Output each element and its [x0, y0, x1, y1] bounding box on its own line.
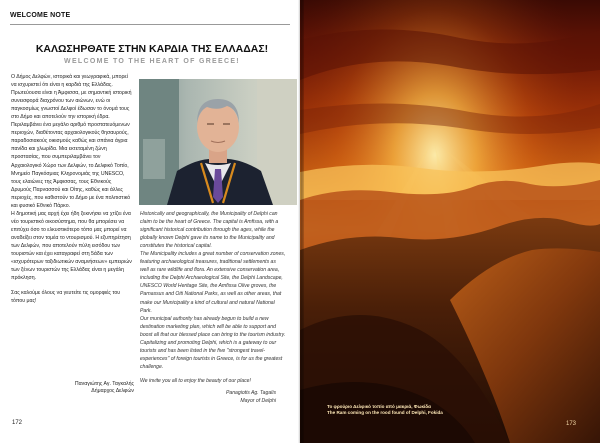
caption-english: The Ram coming on the rood found of Delphi, Fokida [327, 410, 443, 416]
greek-paragraph: Ο Δήμος Δελφών, ιστορικά και γεωγραφικά, μπορεί να ισχυριστεί ότι είναι η καρδιά της Ελλάδας. Πρωτεύουσα είναι η Άμφισσα, με σημαντική ιστορική συνεισφορά διαχρόνου των αιώνων, ενώ οι παγκοσμίως γνωστοί Δελφοί έδωσαν το όνομά τους στο Δήμο και αποτελούν την ιστορική έδρα. [11, 74, 132, 121]
page-fold-shadow [298, 0, 304, 443]
english-signature [150, 389, 276, 405]
mayor-portrait-illustration [139, 79, 297, 205]
section-label: WELCOME NOTE [10, 12, 71, 19]
caption-greek: Το φρούριο Δελφικό τοπίο από μακριά, Φωκίδα [327, 404, 431, 409]
english-paragraph: The Municipality includes a great number of conservation zones, featuring archaeological treasures, traditional settlements as well as rare wildlife and flora. An extensive conservation area, including the Delphi Archaeological Site, the Delphi Landscape, UNESCO World Heritage Site, the Amfissa Olive groves, the Parnassus and Oiti National Parks, as well as other areas, that make our Municipality a kind of cultural and natural National Park. [140, 251, 286, 314]
greek-signature [64, 381, 134, 396]
sunset-mountain-landscape [300, 0, 600, 443]
greek-signature-name: Παναγιώτης Αγ. Ταγκαλής [74, 381, 134, 387]
title-english: WELCOME TO THE HEART OF GREECE! [64, 58, 240, 65]
english-paragraph: Historically and geographically, the Municipality of Delphi can claim to be the heart of Greece. The capital is Amfissa, with a significant historical contribution through the ages, while the globally known Delphi gave its name to the Municipality and constitutes the historical capital. [140, 211, 279, 250]
english-signature-role: Mayor of Delphi [240, 398, 276, 404]
header-rule [10, 24, 290, 25]
english-paragraph: We invite you all to enjoy the beauty of our place! [140, 377, 251, 384]
right-page-photo [300, 0, 600, 443]
greek-paragraph: Σας καλούμε όλους να γευτείτε τις ομορφιές του τόπου μας! [11, 290, 121, 305]
greek-signature-role: Δήμαρχος Δελφών [91, 388, 134, 395]
english-body [140, 210, 286, 385]
mayor-photo [139, 79, 297, 205]
english-signature-name: Panagiotis Ag. Tagalis [225, 390, 276, 396]
page-number-left: 172 [12, 420, 23, 426]
greek-body [11, 73, 132, 305]
page-number-right: 173 [566, 421, 577, 427]
photo-caption [327, 404, 477, 417]
greek-paragraph: Περιλαμβάνει ένα μεγάλο αριθμό προστατευόμενων περιοχών, διαθέτοντας αρχαιολογικούς θησαυρούς, παραδοσιακούς οικισμούς καθώς και σπάνια άγρια πανίδα και χλωρίδα. Μια εκτεταμένη ζώνη προστασίας, που συμπεριλαμβάνει τον Αρχαιολογικό Χώρο των Δελφών, το Δελφικό Τοπίο, Μνημείο Παγκόσμιας Κληρονομιάς της UNESCO, τους ελαιώνες της Άμφισσας, τους Εθνικούς Δρυμούς Παρνασσού και Οίτης, καθώς και άλλες περιοχές, που καθιστούν το Δήμο με ένα πολιτιστικό και φυσικό Εθνικό Πάρκο. [11, 122, 131, 209]
title-greek: ΚΑΛΩΣΗΡΘΑΤΕ ΣΤΗΝ ΚΑΡΔΙΑ ΤΗΣ ΕΛΛΑΔΑΣ! [35, 43, 269, 55]
english-paragraph: Our municipal authority has already begun to build a new destination marketing plan, which will be able to support and boost all that our blessed place can bring to the tourism industry. Capitalizing and promoting Delphi, which is a gateway to our tourists and has been listed in the five "strongest travel-experiences" of foreign tourists in Greece, is for us the greatest challenge. [140, 315, 286, 370]
greek-paragraph: Η δημοτική μας αρχή έχει ήδη ξεκινήσει να χτίζει ένα νέο τουριστικό οικοσύστημα, που θα μπορέσει να επιτύχει όσο το ελκυστικότερο τόπο μας μπορεί να αναδείξει στον τομέα το ντουρισμού. Η εξυπηρέτηση των Δελφών, που αποτελούν πύλη εισόδου των τουριστών και έχει καταγραφεί στη 5άδα των «ισχυρότερων ταξιδιωτικών αναμνήσεων» εμπειριών των ξένων τουριστών της Ελλάδας είναι η μεγάλη πρόκληση. [11, 210, 132, 282]
